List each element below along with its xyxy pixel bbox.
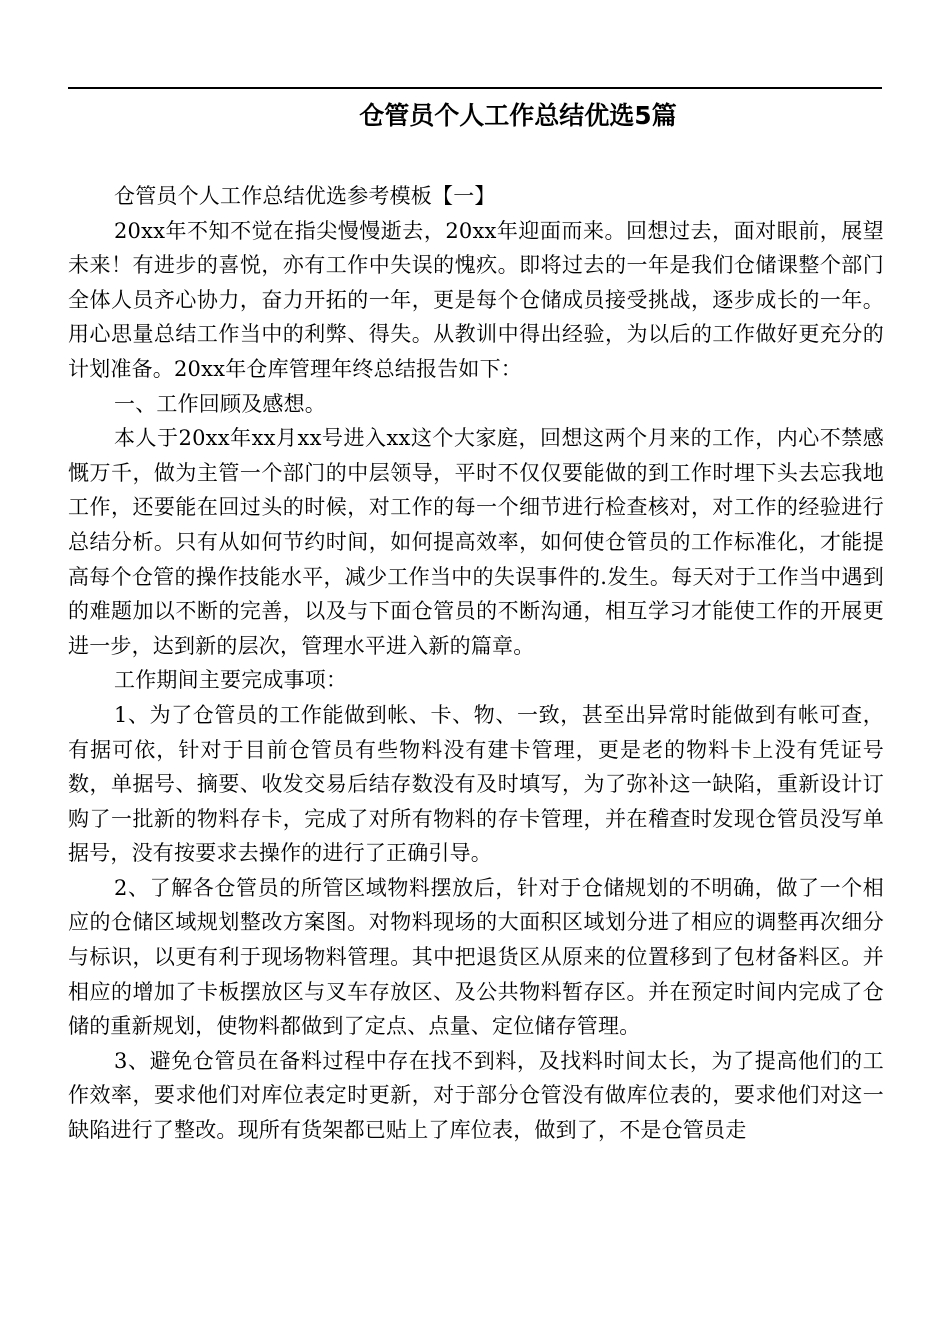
paragraph-intro: 20xx年不知不觉在指尖慢慢逝去，20xx年迎面而来。回想过去，面对眼前，展望未来！有进步的喜悦，亦有工作中失误的愧疚。即将过去的一年是我们仓储课整个部门全体人员齐心协力，奋力开拓的一年，更是每个仓储成员接受挑战，逐步成长的一年。用心思量总结工作当中的利弊、得失。从教训中得出经验，为以后的工作做好更充分的计划准备。20xx年仓库管理年终总结报告如下： — [68, 218, 884, 381]
page-title: 仓管员个人工作总结优选5篇 — [359, 101, 677, 130]
header-rule — [68, 87, 882, 89]
paragraph-task-3: 3、避免仓管员在备料过程中存在找不到料，及找料时间太长，为了提高他们的工作效率，要求他们对库位表定时更新，对于部分仓管没有做库位表的，要求他们对这一缺陷进行了整改。现所有货架都已贴上了库位表，做到了，不是仓管员走 — [68, 1048, 884, 1143]
section-heading-review: 一、工作回顾及感想。 — [114, 391, 326, 416]
paragraph-review: 本人于20xx年xx月xx号进入xx这个大家庭，回想这两个月来的工作，内心不禁感慨万千，做为主管一个部门的中层领导，平时不仅仅要能做的到工作时埋下头去忘我地工作，还要能在回过头的时候，对工作的每一个细节进行检查核对，对工作的经验进行总结分析。只有从如何节约时间，如何提高效率，如何使仓管员的工作标准化，才能提高每个仓管的操作技能水平，减少工作当中的失误事件的.发生。每天对于工作当中遇到的难题加以不断的完善，以及与下面仓管员的不断沟通，相互学习才能使工作的开展更进一步，达到新的层次，管理水平进入新的篇章。 — [68, 426, 884, 658]
section-heading-tasks: 工作期间主要完成事项： — [114, 668, 348, 693]
paragraph-task-1: 1、为了仓管员的工作能做到帐、卡、物、一致，甚至出异常时能做到有帐可查，有据可依，针对于目前仓管员有些物料没有建卡管理，更是老的物料卡上没有凭证号数，单据号、摘要、收发交易后结存数没有及时填写，为了弥补这一缺陷，重新设计订购了一批新的物料存卡，完成了对所有物料的存卡管理，并在稽查时发现仓管员没写单据号，没有按要求去操作的进行了正确引导。 — [68, 702, 884, 866]
paragraph-task-2: 2、了解各仓管员的所管区域物料摆放后，针对于仓储规划的不明确，做了一个相应的仓储区域规划整改方案图。对物料现场的大面积区域划分进了相应的调整再次细分与标识，以更有利于现场物料管理。其中把退货区从原来的位置移到了包材备料区。并相应的增加了卡板摆放区与叉车存放区、及公共物料暂存区。并在预定时间内完成了仓储的重新规划，使物料都做到了定点、点量、定位储存管理。 — [68, 875, 884, 1039]
section-heading-template-1: 仓管员个人工作总结优选参考模板【一】 — [114, 184, 496, 208]
document-body — [68, 179, 884, 1148]
